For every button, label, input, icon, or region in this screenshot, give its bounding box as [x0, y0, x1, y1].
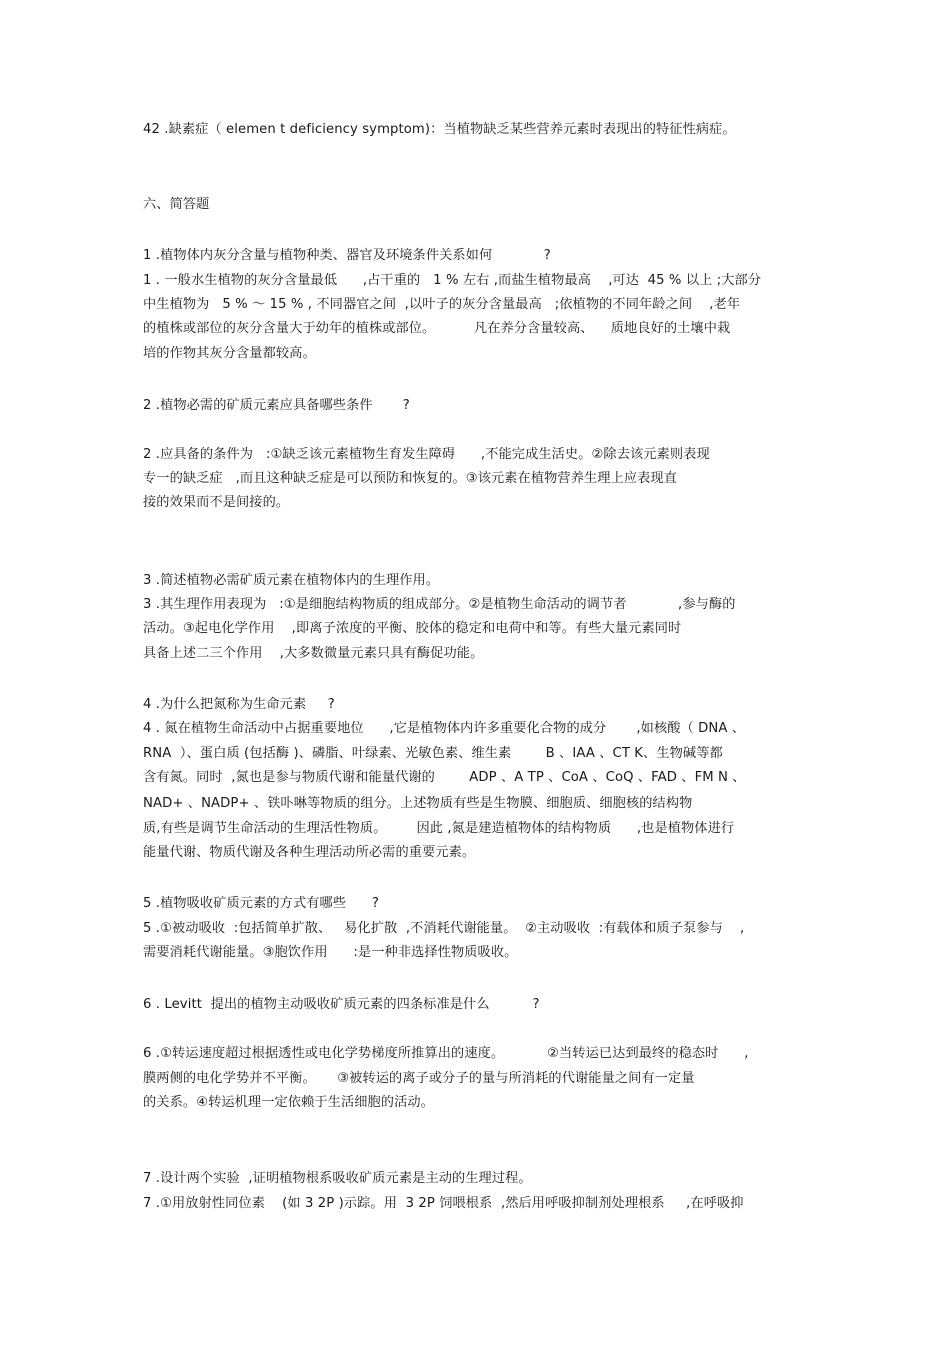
- answer-2-line-2: 专一的缺乏症 ,而且这种缺乏症是可以预防和恢复的。③该元素在植物营养生理上应表现直: [143, 471, 678, 486]
- answer-4-line-3: 含有氮。同时 ,氮也是参与物质代谢和能量代谢的 ADP 、A TP 、CoA 、CoQ 、FAD 、FM N 、: [143, 770, 746, 785]
- answer-7-line-1: 7 .①用放射性同位素 (如 3 2P )示踪。用 3 2P 饲喂根系 ,然后用呼吸抑制剂处理根系 ,在呼吸抑: [143, 1196, 744, 1211]
- answer-1-line-3: 的植株或部位的灰分含量大于幼年的植株或部位。 凡在养分含量较高、 质地良好的土壤中栽: [143, 321, 731, 336]
- answer-5-line-2: 需要消耗代谢能量。③胞饮作用 :是一种非选择性物质吸收。: [143, 945, 518, 960]
- question-4: 4 .为什么把氮称为生命元素 ?: [143, 697, 335, 712]
- answer-3-line-1: 3 .其生理作用表现为 :①是细胞结构物质的组成部分。②是植物生命活动的调节者 ,参与酶的: [143, 597, 736, 612]
- section-heading: 六、简答题: [143, 197, 210, 212]
- answer-3-line-2: 活动。③起电化学作用 ,即离子浓度的平衡、胶体的稳定和电荷中和等。有些大量元素同时: [143, 621, 682, 636]
- answer-4-line-6: 能量代谢、物质代谢及各种生理活动所必需的重要元素。: [143, 845, 476, 860]
- answer-1-line-4: 培的作物其灰分含量都较高。: [143, 346, 316, 361]
- answer-6-line-2: 膜两侧的电化学势并不平衡。 ③被转运的离子或分子的量与所消耗的代谢能量之间有一定量: [143, 1071, 695, 1086]
- question-6: 6 . Levitt 提出的植物主动吸收矿质元素的四条标准是什么 ?: [143, 997, 540, 1012]
- definition-42: 42 .缺素症（ elemen t deficiency symptom)：当植物缺乏某些营养元素时表现出的特征性病症。: [143, 122, 736, 137]
- question-1: 1 .植物体内灰分含量与植物种类、器官及环境条件关系如何 ?: [143, 248, 551, 263]
- answer-1-line-2: 中生植物为 5 % ～ 15 % , 不同器官之间 ,以叶子的灰分含量最高 ;依植物的不同年龄之间 ,老年: [143, 297, 741, 312]
- answer-2-line-3: 接的效果而不是间接的。: [143, 495, 290, 510]
- answer-4-line-2: RNA ）、蛋白质 (包括酶 )、磷脂、叶绿素、光敏色素、维生素 B 、IAA 、CT K、生物碱等都: [143, 746, 723, 761]
- answer-4-line-5: 质,有些是调节生命活动的生理活性物质。 因此 ,氮是建造植物体的结构物质 ,也是植物体进行: [143, 821, 735, 836]
- answer-4-line-1: 4 . 氮在植物生命活动中占据重要地位 ,它是植物体内许多重要化合物的成分 ,如核酸（ DNA 、: [143, 721, 746, 736]
- answer-5-line-1: 5 .①被动吸收 :包括简单扩散、 易化扩散 ,不消耗代谢能量。 ②主动吸收 :有载体和质子泵参与 ,: [143, 921, 745, 936]
- question-3: 3 .简述植物必需矿质元素在植物体内的生理作用。: [143, 573, 440, 588]
- answer-3-line-3: 具备上述二三个作用 ,大多数微量元素只具有酶促功能。: [143, 646, 484, 661]
- answer-6-line-1: 6 .①转运速度超过根据透性或电化学势梯度所推算出的速度。 ②当转运已达到最终的稳态时 ,: [143, 1046, 749, 1061]
- answer-4-line-4: NAD+ 、NADP+ 、铁卟啉等物质的组分。上述物质有些是生物膜、细胞质、细胞核的结构物: [143, 796, 693, 811]
- answer-1-line-1: 1 . 一般水生植物的灰分含量最低 ,占干重的 1 % 左右 ,而盐生植物最高 ,可达 45 % 以上 ;大部分: [143, 273, 762, 288]
- answer-6-line-3: 的关系。④转运机理一定依赖于生活细胞的活动。: [143, 1095, 434, 1110]
- answer-2-line-1: 2 .应具备的条件为 :①缺乏该元素植物生育发生障碍 ,不能完成生活史。②除去该元素则表现: [143, 447, 710, 462]
- question-2: 2 .植物必需的矿质元素应具备哪些条件 ?: [143, 398, 410, 413]
- question-7: 7 .设计两个实验 ,证明植物根系吸收矿质元素是主动的生理过程。: [143, 1171, 532, 1186]
- question-5: 5 .植物吸收矿质元素的方式有哪些 ?: [143, 896, 379, 911]
